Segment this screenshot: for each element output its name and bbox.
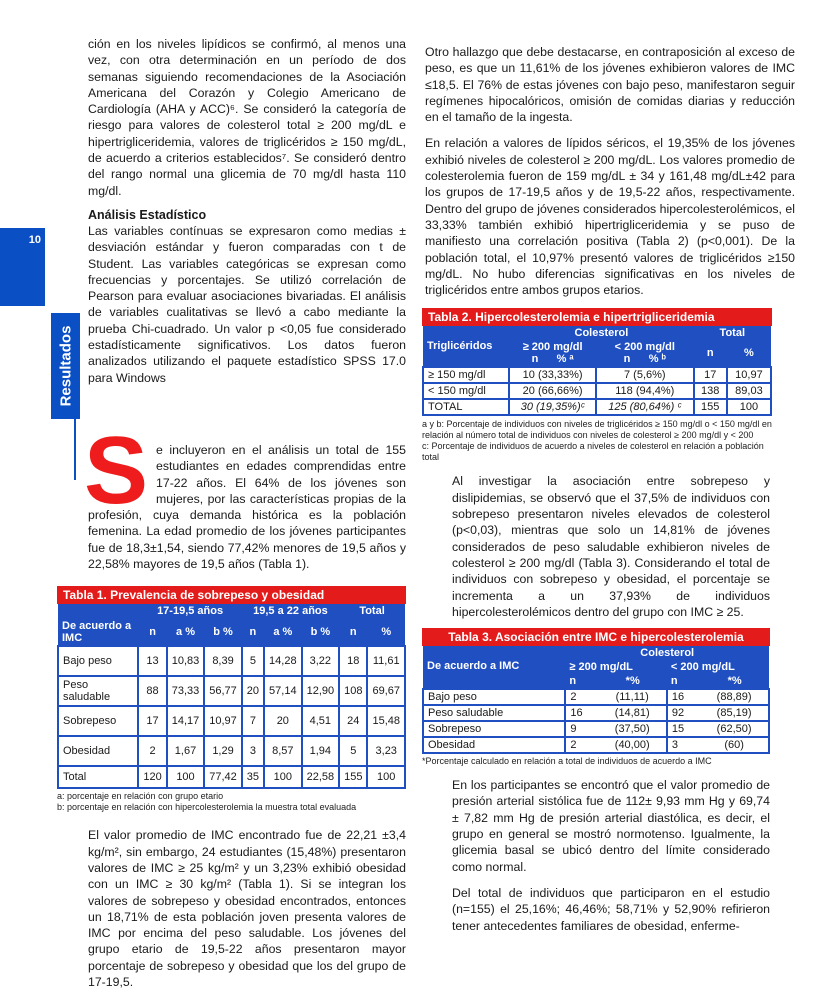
table-cell: Peso saludable [58, 676, 138, 706]
table-cell: Obesidad [423, 737, 565, 753]
table-cell: 100 [367, 766, 405, 788]
column-header: n [339, 618, 367, 646]
table-3 [422, 628, 770, 767]
table-row [423, 689, 769, 705]
paragraph: Del total de individuos que participaron en el estudio (n=155) el 25,16%; 46,46%; 58,71% y 52,90% refirieron tener antecedentes familiares de obesidad, enferme- [452, 885, 770, 933]
table-cell: 92 [667, 705, 700, 721]
table-note: *Porcentaje calculado en relación a total de individuos de acuerdo a IMC [422, 756, 712, 767]
paragraph: En los participantes se encontró que el valor promedio de presión arterial sistólica fue de 112± 9,93 mm Hg y 69,74 ± 7,82 mm Hg de presión arterial diastólica, es decir, el grupo en general se mostró normotenso. Igualmente, la glicemia basal se ubicó dentro del límite considerado como normal. [452, 778, 770, 874]
column-group: 17-19,5 años [138, 604, 241, 618]
table-cell: 73,33 [167, 676, 205, 706]
column-header: b % [302, 618, 340, 646]
table-cell: 20 (66,66%) [509, 383, 596, 399]
table-title: Tabla 2. Hipercolesterolemia e hipertrigliceridemia [422, 308, 772, 326]
table-cell: 35 [242, 766, 264, 788]
table-cell: 69,67 [367, 676, 405, 706]
table-cell: 5 [242, 646, 264, 676]
table-cell: 18 [339, 646, 367, 676]
table-row [58, 676, 405, 706]
table-cell: 13 [138, 646, 166, 676]
paragraph: En relación a valores de lípidos séricos, el 19,35% de los jóvenes exhibió niveles de colesterol ≥ 200 mg/dL. Los valores promedio de colesterolemia fueron de 159 mg/dL ± 34 y 161,48 mg/dL±42 para los grupos de 17-19,5 años y de 19,5-22 años, respectivamente. Dentro del grupo de jóvenes considerados hipercolesterolémicos, el 33,33% también exhibió hipertrigliceridemia y se puso de manifiesto una correlación positiva (Tabla 2) (p<0,001). De la población total, el 10,97% presentó valores de triglicéridos ≥150 mg/dL. No hubo diferencias significativas en los niveles de triglicéridos entre ambos grupos etarios. [425, 136, 795, 298]
column-group: Colesterol [509, 326, 693, 340]
column-group: 19,5 a 22 años [242, 604, 339, 618]
paragraph: Al investigar la asociación entre sobrepeso y dislipidemias, se observó que el 37,5% de individuos con sobrepeso presentaron niveles elevados de colesterol (p<0,03), mientras que solo un 14,81% de jóvenes considerados de peso saludable exhibieron niveles de colesterol ≥ 200 mg/dl (Tabla 3). Considerando el total de individuos con sobrepeso y obesidad, el porcentaje se incrementa a un 37,93% de individuos hipercolesterolémicos dentro del grupo con IMC ≥ 25. [452, 474, 770, 619]
column-header: Triglicéridos [423, 326, 509, 367]
table-cell: 22,58 [302, 766, 340, 788]
table-cell: 3 [667, 737, 700, 753]
table-cell: 155 [694, 399, 727, 415]
column-header: *% [599, 674, 667, 689]
table-cell: 3,22 [302, 646, 340, 676]
table-cell: < 150 mg/dl [423, 383, 509, 399]
column-header: n [138, 618, 166, 646]
table-cell: (14,81) [599, 705, 667, 721]
table-cell: 1,94 [302, 736, 340, 766]
column-header: De acuerdo a IMC [423, 646, 565, 689]
table-cell: 57,14 [264, 676, 302, 706]
column-group: Total [339, 604, 405, 618]
table-cell: 16 [667, 689, 700, 705]
column-header: < 200 mg/dL [667, 660, 769, 674]
paragraph-indented: e incluyeron en el análisis un total de 155 estudiantes en edades comprendidas entre 17-22 años. El 64% de los jóvenes son mujeres, por las características propias de la [156, 442, 406, 506]
page-number: 10 [0, 228, 45, 306]
table-cell: 10 (33,33%) [509, 367, 596, 383]
paragraph: Otro hallazgo que debe destacarse, en contraposición al exceso de peso, es que un 11,61% de los jóvenes exhibieron valores de IMC ≤18,5. El 76% de estas jóvenes con bajo peso, manifestaron seguir regímenes hipocalóricos, omisión de comidas diarias y reducción en el tamaño de la ingesta. [425, 45, 795, 125]
table-cell: 15,48 [367, 706, 405, 736]
table-cell: ≥ 150 mg/dl [423, 367, 509, 383]
table-row [58, 706, 405, 736]
table-row [423, 383, 771, 399]
table-cell: 8,39 [204, 646, 242, 676]
paragraph: Las variables contínuas se expresaron como medias ± desviación estándar y fueron comparadas con t de Student. Las variables categóricas se expresan como frecuencias y porcentajes. Se utilizó correlación de Pearson para evaluar asociaciones bivariadas. El análisis de variables cualitativas se llevó a cabo mediante la prueba Chi-cuadrado. Un valor p <0,05 fue considerado estadísticamente significativos. Los datos fueron analizados utilizando el paquete estadístico SPSS 17.0 para Windows [88, 223, 406, 385]
column-header: n [565, 674, 598, 689]
table-cell: 125 (80,64%) ᶜ [596, 399, 694, 415]
table-cell: 7 (5,6%) [596, 367, 694, 383]
table-cell: 2 [565, 689, 598, 705]
table-cell: 12,90 [302, 676, 340, 706]
table-cell: 20 [264, 706, 302, 736]
table-cell: 88 [138, 676, 166, 706]
column-header: % [367, 618, 405, 646]
table-cell: 120 [138, 766, 166, 788]
table-row [58, 766, 405, 788]
table-cell: 17 [138, 706, 166, 736]
column-header: % [727, 340, 771, 367]
table-cell: 77,42 [204, 766, 242, 788]
table-2 [422, 308, 772, 463]
table-cell: 20 [242, 676, 264, 706]
table-cell: (60) [700, 737, 769, 753]
paragraph-continued: profesión, cuya demanda histórica es la población femenina. La edad promedio de los jóvenes participantes fue de 18,3±1,54, siendo 77,42% menores de 19,5 años y 22,58% mayores de 19,5 años (Tabla 1). [88, 508, 406, 572]
column-header: < 200 mg/dl n % ᵇ [596, 340, 694, 367]
column-group: Colesterol [565, 646, 769, 660]
table-title: Tabla 3. Asociación entre IMC e hipercolesterolemia [422, 628, 770, 646]
table-note: c: Porcentaje de individuos de acuerdo a niveles de colesterol en relación a población total [422, 441, 764, 463]
table-row [423, 399, 771, 415]
column-header: ≥ 200 mg/dL [565, 660, 667, 674]
table-row [423, 367, 771, 383]
right-column [422, 44, 795, 934]
table-cell: 89,03 [727, 383, 771, 399]
table-cell: 108 [339, 676, 367, 706]
table-cell: 100 [167, 766, 205, 788]
table-cell: 17 [694, 367, 727, 383]
table-cell: 56,77 [204, 676, 242, 706]
table-cell: 10,83 [167, 646, 205, 676]
drop-cap: S [84, 416, 149, 524]
table-cell: Bajo peso [58, 646, 138, 676]
table-cell: 3,23 [367, 736, 405, 766]
table-cell: TOTAL [423, 399, 509, 415]
table-cell: 9 [565, 721, 598, 737]
table-cell: 100 [264, 766, 302, 788]
column-header: n [667, 674, 700, 689]
paragraph: El valor promedio de IMC encontrado fue de 22,21 ±3,4 kg/m², sin embargo, 24 estudiantes (15,48%) presentaron valores de IMC ≥ 25 kg/m² y un 3,23% exhibió obesidad con un IMC ≥ 30 kg/m² (Tabla 1). Si se integran los valores de sobrepeso y obesidad encontrados, entonces un 18,71% de esta población joven presenta valores de IMC por encima del peso saludable. Los jóvenes del grupo etario de 19,5-22 años presentaron mayor porcentaje de sobrepeso y obesidad que los del grupo de 17-19,5. [88, 828, 406, 989]
table-cell: 1,67 [167, 736, 205, 766]
table-cell: 10,97 [727, 367, 771, 383]
table-cell: 2 [138, 736, 166, 766]
table-cell: 10,97 [204, 706, 242, 736]
table-cell: (37,50) [599, 721, 667, 737]
table-cell: 7 [242, 706, 264, 736]
table-cell: (88,89) [700, 689, 769, 705]
column-header: n [694, 340, 727, 367]
table-cell: Bajo peso [423, 689, 565, 705]
table-note: a y b: Porcentaje de individuos con niveles de triglicéridos ≥ 150 mg/dl o < 150 mg/dl en relación al número total de individuos con niveles de colesterol ≥ 200 mg/dl y < 200 [422, 419, 772, 441]
table-row [423, 721, 769, 737]
table-cell: 16 [565, 705, 598, 721]
column-header: a % [264, 618, 302, 646]
table-cell: (62,50) [700, 721, 769, 737]
table-cell: 4,51 [302, 706, 340, 736]
table-cell: Sobrepeso [423, 721, 565, 737]
paragraph [84, 416, 406, 572]
column-header: De acuerdo a IMC [58, 604, 138, 646]
table-cell: 118 (94,4%) [596, 383, 694, 399]
section-label-text: Resultados [57, 325, 74, 407]
table-cell: Sobrepeso [58, 706, 138, 736]
column-group: Total [694, 326, 771, 340]
table-note: a: porcentaje en relación con grupo etario [57, 791, 224, 802]
table-cell: 2 [565, 737, 598, 753]
table-row [423, 737, 769, 753]
column-header: n [242, 618, 264, 646]
table-cell: 14,17 [167, 706, 205, 736]
table-cell: 15 [667, 721, 700, 737]
table-cell: 5 [339, 736, 367, 766]
table-cell: Total [58, 766, 138, 788]
table-cell: 11,61 [367, 646, 405, 676]
table-cell: 14,28 [264, 646, 302, 676]
column-header: *% [700, 674, 769, 689]
table-cell: 1,29 [204, 736, 242, 766]
table-cell: 155 [339, 766, 367, 788]
table-note: b: porcentaje en relación con hipercolesterolemia la muestra total evaluada [57, 802, 357, 813]
table-cell: 3 [242, 736, 264, 766]
table-cell: 30 (19,35%)ᶜ [509, 399, 596, 415]
table-cell: 24 [339, 706, 367, 736]
table-cell: 100 [727, 399, 771, 415]
table-cell: 8,57 [264, 736, 302, 766]
table-cell: 138 [694, 383, 727, 399]
table-cell: (40,00) [599, 737, 667, 753]
column-header: ≥ 200 mg/dl n % ᵃ [509, 340, 596, 367]
column-header: b % [204, 618, 242, 646]
table-1 [57, 586, 406, 813]
table-title: Tabla 1. Prevalencia de sobrepeso y obesidad [57, 586, 406, 604]
table-row [423, 705, 769, 721]
table-row [58, 646, 405, 676]
column-header: a % [167, 618, 205, 646]
section-divider [74, 320, 76, 480]
table-cell: (11,11) [599, 689, 667, 705]
section-heading: Análisis Estadístico [88, 207, 207, 222]
table-cell: (85,19) [700, 705, 769, 721]
table-cell: Peso saludable [423, 705, 565, 721]
paragraph: ción en los niveles lipídicos se confirmó, al menos una vez, con otra determinación en un período de dos semanas siguiendo recomendaciones de la Asociación Americana del Corazón y Colegio Americano de Cardiología (AHA y ACC)⁶. Se consideró la categoría de riesgo para valores de colesterol total ≥ 200 mg/dL e hipertrigliceridemia, valores de triglicéridos ≥ 150 mg/dL, de acuerdo a criterios establecidos⁷. Se consideró dentro del rango normal una glicemia de 70 mg/dl hasta 110 mg/dl. [88, 37, 406, 198]
table-row [58, 736, 405, 766]
table-cell: Obesidad [58, 736, 138, 766]
